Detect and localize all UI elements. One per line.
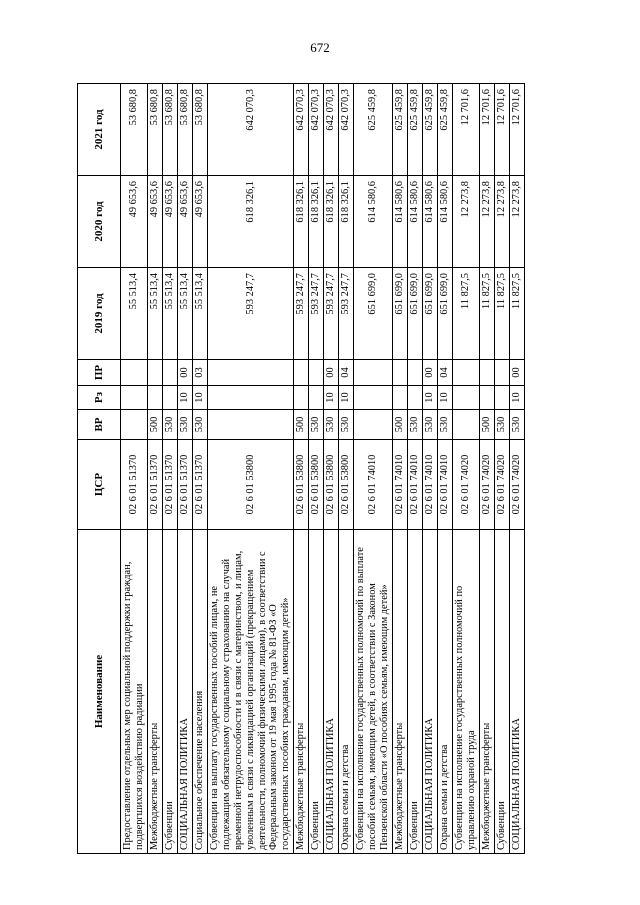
row-name-cell: Субвенции на выплату государственных пособий лицам, не подлежащим обязательному социальному страхованию на случай временной нетрудоспособности и в связи с материнством, и лицам, уволенным в связи с ликвидацией организаций (прекращением деятельности, полномочий физическими лицами), в соответствии с Федеральным законом от 19 мая 1995 года № 81-ФЗ «О государственных пособиях гражданам, имеющим детей» xyxy=(207,530,294,854)
row-pr-cell xyxy=(494,360,509,386)
row-pr-cell: 00 xyxy=(324,360,339,386)
row-2021-value: 625 459,8 xyxy=(354,84,393,176)
row-pr-cell xyxy=(294,360,309,386)
row-2020-value: 49 653,6 xyxy=(147,176,162,268)
row-2021-value: 642 070,3 xyxy=(309,84,324,176)
row-csr-cell: 02 6 01 53800 xyxy=(309,440,324,530)
row-2021-value: 625 459,8 xyxy=(437,84,452,176)
row-csr-cell: 02 6 01 74010 xyxy=(437,440,452,530)
header-name: Наименование xyxy=(78,530,121,854)
row-csr-cell: 02 6 01 74020 xyxy=(494,440,509,530)
row-rz-cell xyxy=(393,386,408,410)
row-vr-cell: 500 xyxy=(294,410,309,440)
row-2021-value: 53 680,8 xyxy=(177,84,192,176)
row-pr-cell: 00 xyxy=(509,360,524,386)
row-rz-cell xyxy=(309,386,324,410)
row-2019-value: 11 827,5 xyxy=(494,268,509,360)
row-2019-value: 11 827,5 xyxy=(452,268,479,360)
table-row xyxy=(422,84,437,854)
row-csr-cell: 02 6 01 51370 xyxy=(192,440,207,530)
row-2020-value: 12 273,8 xyxy=(494,176,509,268)
rotated-table-container xyxy=(77,84,587,854)
header-pr: ПР xyxy=(78,360,121,386)
row-2021-value: 53 680,8 xyxy=(192,84,207,176)
row-vr-cell: 530 xyxy=(437,410,452,440)
row-name-cell: Охрана семьи и детства xyxy=(339,530,354,854)
row-csr-cell: 02 6 01 51370 xyxy=(162,440,177,530)
row-2021-value: 53 680,8 xyxy=(147,84,162,176)
row-2020-value: 12 273,8 xyxy=(479,176,494,268)
row-csr-cell: 02 6 01 74020 xyxy=(509,440,524,530)
row-2020-value: 614 580,6 xyxy=(408,176,423,268)
row-name-cell: Субвенции xyxy=(494,530,509,854)
row-2019-value: 651 699,0 xyxy=(393,268,408,360)
row-vr-cell: 530 xyxy=(324,410,339,440)
row-rz-cell: 10 xyxy=(324,386,339,410)
table-row xyxy=(121,84,148,854)
row-name-cell: Субвенции на исполнение государственных полномочий по выплате пособий семьям, имеющим детей, в соответствии с Законом Пензенской области «О пособиях семьям, имеющим детей» xyxy=(354,530,393,854)
row-pr-cell: 04 xyxy=(339,360,354,386)
row-name-cell: Межбюджетные трансферты xyxy=(479,530,494,854)
table-row xyxy=(452,84,479,854)
row-name-cell: Межбюджетные трансферты xyxy=(393,530,408,854)
row-rz-cell xyxy=(162,386,177,410)
row-csr-cell: 02 6 01 74020 xyxy=(452,440,479,530)
page-number: 672 xyxy=(310,40,330,55)
row-pr-cell: 00 xyxy=(177,360,192,386)
row-vr-cell: 500 xyxy=(147,410,162,440)
row-2021-value: 12 701,6 xyxy=(479,84,494,176)
row-2020-value: 618 326,1 xyxy=(207,176,294,268)
row-2019-value: 593 247,7 xyxy=(309,268,324,360)
row-2019-value: 55 513,4 xyxy=(162,268,177,360)
row-2021-value: 642 070,3 xyxy=(324,84,339,176)
table-row xyxy=(509,84,524,854)
row-pr-cell xyxy=(408,360,423,386)
row-csr-cell: 02 6 01 53800 xyxy=(207,440,294,530)
row-2021-value: 53 680,8 xyxy=(162,84,177,176)
row-2020-value: 614 580,6 xyxy=(422,176,437,268)
row-2020-value: 49 653,6 xyxy=(177,176,192,268)
row-name-cell: Предоставление отдельных мер социальной поддержки граждан, подвергшихся воздействию радиации xyxy=(121,530,148,854)
header-rz: Рз xyxy=(78,386,121,410)
row-rz-cell xyxy=(147,386,162,410)
row-name-cell: СОЦИАЛЬНАЯ ПОЛИТИКА xyxy=(324,530,339,854)
row-vr-cell: 500 xyxy=(479,410,494,440)
row-name-cell: Охрана семьи и детства xyxy=(437,530,452,854)
row-2019-value: 593 247,7 xyxy=(294,268,309,360)
row-name-cell: Межбюджетные трансферты xyxy=(147,530,162,854)
row-vr-cell: 530 xyxy=(408,410,423,440)
row-vr-cell: 530 xyxy=(192,410,207,440)
header-csr: ЦСР xyxy=(78,440,121,530)
row-rz-cell: 10 xyxy=(422,386,437,410)
row-vr-cell: 530 xyxy=(177,410,192,440)
header-2021: 2021 год xyxy=(78,84,121,176)
row-rz-cell xyxy=(452,386,479,410)
row-2020-value: 618 326,1 xyxy=(309,176,324,268)
row-rz-cell: 10 xyxy=(177,386,192,410)
table-row xyxy=(147,84,162,854)
row-pr-cell: 00 xyxy=(422,360,437,386)
row-vr-cell: 530 xyxy=(509,410,524,440)
table-body xyxy=(121,84,525,854)
row-2019-value: 593 247,7 xyxy=(324,268,339,360)
row-vr-cell xyxy=(121,410,148,440)
row-vr-cell xyxy=(354,410,393,440)
table-row xyxy=(339,84,354,854)
row-vr-cell xyxy=(207,410,294,440)
row-rz-cell xyxy=(494,386,509,410)
row-2021-value: 53 680,8 xyxy=(121,84,148,176)
row-pr-cell xyxy=(309,360,324,386)
row-name-cell: СОЦИАЛЬНАЯ ПОЛИТИКА xyxy=(177,530,192,854)
row-csr-cell: 02 6 01 53800 xyxy=(294,440,309,530)
row-csr-cell: 02 6 01 51370 xyxy=(177,440,192,530)
table-row xyxy=(294,84,309,854)
row-2019-value: 651 699,0 xyxy=(354,268,393,360)
row-name-cell: Субвенции xyxy=(309,530,324,854)
row-name-cell: Субвенции xyxy=(162,530,177,854)
table-row xyxy=(207,84,294,854)
row-2019-value: 593 247,7 xyxy=(207,268,294,360)
row-2020-value: 12 273,8 xyxy=(509,176,524,268)
row-vr-cell: 530 xyxy=(309,410,324,440)
table-row xyxy=(393,84,408,854)
table-header-row xyxy=(78,84,121,854)
row-2019-value: 593 247,7 xyxy=(339,268,354,360)
row-pr-cell: 04 xyxy=(437,360,452,386)
row-vr-cell: 530 xyxy=(339,410,354,440)
row-2021-value: 642 070,3 xyxy=(294,84,309,176)
row-rz-cell: 10 xyxy=(437,386,452,410)
row-2019-value: 55 513,4 xyxy=(177,268,192,360)
row-2020-value: 618 326,1 xyxy=(294,176,309,268)
row-2019-value: 11 827,5 xyxy=(509,268,524,360)
budget-table xyxy=(77,83,525,854)
table-row xyxy=(437,84,452,854)
row-rz-cell xyxy=(207,386,294,410)
row-csr-cell: 02 6 01 51370 xyxy=(147,440,162,530)
table-row xyxy=(309,84,324,854)
row-2020-value: 49 653,6 xyxy=(121,176,148,268)
row-pr-cell xyxy=(121,360,148,386)
row-2019-value: 651 699,0 xyxy=(422,268,437,360)
row-csr-cell: 02 6 01 74010 xyxy=(354,440,393,530)
row-rz-cell: 10 xyxy=(192,386,207,410)
row-name-cell: Субвенции на исполнение государственных полномочий по управлению охраной труда xyxy=(452,530,479,854)
row-pr-cell xyxy=(479,360,494,386)
row-2020-value: 618 326,1 xyxy=(324,176,339,268)
row-name-cell: Межбюджетные трансферты xyxy=(294,530,309,854)
row-vr-cell: 530 xyxy=(494,410,509,440)
row-pr-cell xyxy=(354,360,393,386)
row-name-cell: Социальное обеспечение населения xyxy=(192,530,207,854)
row-csr-cell: 02 6 01 74010 xyxy=(422,440,437,530)
row-2020-value: 49 653,6 xyxy=(162,176,177,268)
row-vr-cell: 500 xyxy=(393,410,408,440)
row-2020-value: 49 653,6 xyxy=(192,176,207,268)
row-2020-value: 12 273,8 xyxy=(452,176,479,268)
header-2020: 2020 год xyxy=(78,176,121,268)
row-2021-value: 642 070,3 xyxy=(207,84,294,176)
row-2019-value: 651 699,0 xyxy=(437,268,452,360)
row-2020-value: 618 326,1 xyxy=(339,176,354,268)
table-row xyxy=(192,84,207,854)
row-csr-cell: 02 6 01 51370 xyxy=(121,440,148,530)
row-2021-value: 12 701,6 xyxy=(452,84,479,176)
row-pr-cell xyxy=(162,360,177,386)
row-2020-value: 614 580,6 xyxy=(354,176,393,268)
row-pr-cell xyxy=(452,360,479,386)
row-2019-value: 55 513,4 xyxy=(121,268,148,360)
table-row xyxy=(162,84,177,854)
row-rz-cell xyxy=(354,386,393,410)
row-name-cell: Субвенции xyxy=(408,530,423,854)
row-vr-cell: 530 xyxy=(422,410,437,440)
row-pr-cell xyxy=(207,360,294,386)
table-row xyxy=(177,84,192,854)
row-2019-value: 55 513,4 xyxy=(192,268,207,360)
row-2021-value: 625 459,8 xyxy=(393,84,408,176)
table-row xyxy=(479,84,494,854)
row-2021-value: 12 701,6 xyxy=(509,84,524,176)
row-2021-value: 642 070,3 xyxy=(339,84,354,176)
row-2019-value: 11 827,5 xyxy=(479,268,494,360)
row-csr-cell: 02 6 01 74010 xyxy=(393,440,408,530)
table-row xyxy=(354,84,393,854)
row-pr-cell xyxy=(147,360,162,386)
row-2021-value: 12 701,6 xyxy=(494,84,509,176)
header-vr: ВР xyxy=(78,410,121,440)
row-csr-cell: 02 6 01 53800 xyxy=(339,440,354,530)
row-rz-cell: 10 xyxy=(339,386,354,410)
row-rz-cell: 10 xyxy=(509,386,524,410)
row-csr-cell: 02 6 01 74020 xyxy=(479,440,494,530)
table-row xyxy=(324,84,339,854)
row-csr-cell: 02 6 01 53800 xyxy=(324,440,339,530)
row-2020-value: 614 580,6 xyxy=(393,176,408,268)
row-2021-value: 625 459,8 xyxy=(408,84,423,176)
row-name-cell: СОЦИАЛЬНАЯ ПОЛИТИКА xyxy=(509,530,524,854)
row-vr-cell: 530 xyxy=(162,410,177,440)
row-rz-cell xyxy=(479,386,494,410)
row-vr-cell xyxy=(452,410,479,440)
row-name-cell: СОЦИАЛЬНАЯ ПОЛИТИКА xyxy=(422,530,437,854)
row-rz-cell xyxy=(408,386,423,410)
row-2019-value: 55 513,4 xyxy=(147,268,162,360)
row-pr-cell xyxy=(393,360,408,386)
row-2019-value: 651 699,0 xyxy=(408,268,423,360)
row-rz-cell xyxy=(121,386,148,410)
row-pr-cell: 03 xyxy=(192,360,207,386)
table-row xyxy=(408,84,423,854)
row-rz-cell xyxy=(294,386,309,410)
row-csr-cell: 02 6 01 74010 xyxy=(408,440,423,530)
row-2021-value: 625 459,8 xyxy=(422,84,437,176)
row-2020-value: 614 580,6 xyxy=(437,176,452,268)
header-2019: 2019 год xyxy=(78,268,121,360)
table-row xyxy=(494,84,509,854)
